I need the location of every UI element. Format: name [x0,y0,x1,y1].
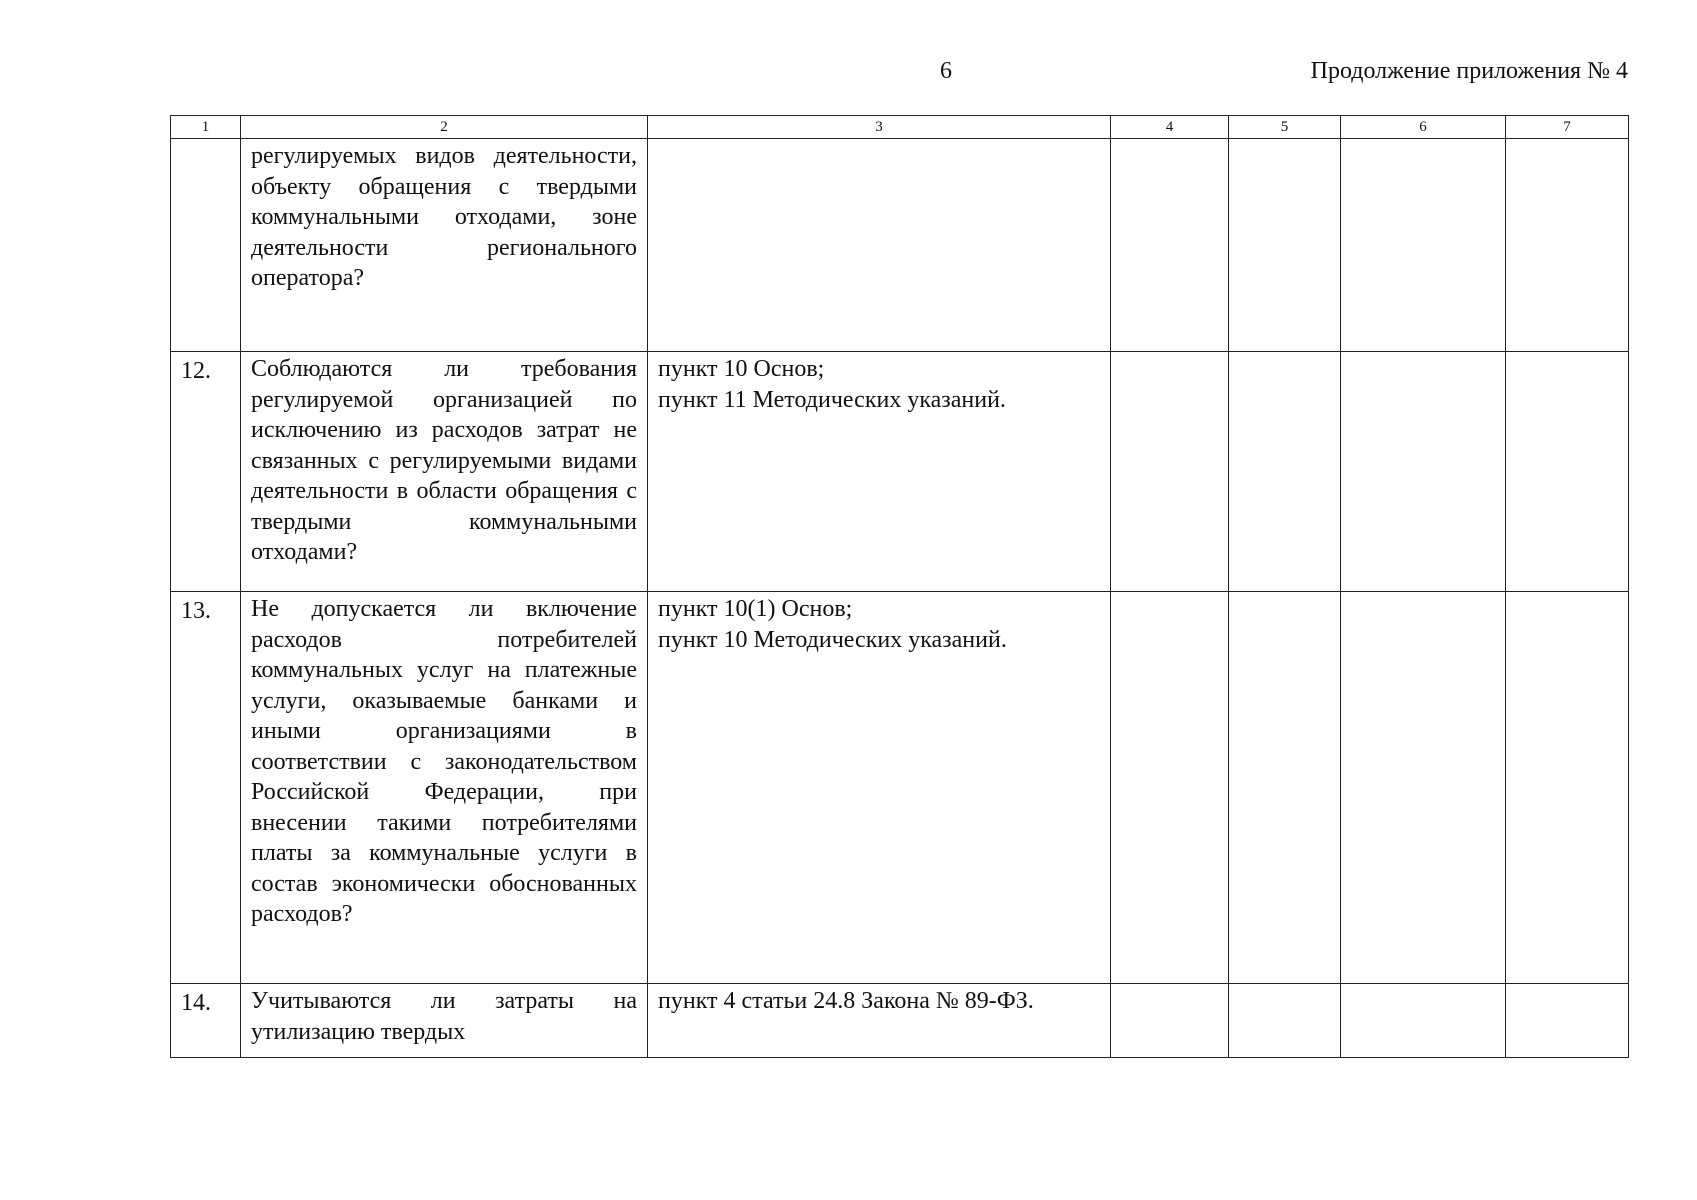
empty-cell [1341,352,1506,592]
page-number: 6 [940,58,952,84]
table-row [171,139,1629,352]
empty-cell [1229,139,1341,352]
continuation-label: Продолжение приложения № 4 [1310,58,1628,84]
empty-cell [1229,592,1341,984]
reference-line: пункт 10 Основ; [658,356,825,382]
row-number [171,139,241,352]
table-row [171,984,1629,1058]
reference-cell [648,352,1111,592]
empty-cell [1341,984,1506,1058]
empty-cell [1506,352,1629,592]
column-number-5: 5 [1229,116,1341,139]
table-row [171,592,1629,984]
reference-cell [648,139,1111,352]
reference-cell [648,592,1111,984]
empty-cell [1506,139,1629,352]
row-number: 12. [171,352,241,592]
reference-line: пункт 4 статьи 24.8 Закона № 89-ФЗ. [658,988,1034,1014]
reference-line: пункт 10 Методических указаний. [658,626,1007,653]
column-number-1: 1 [171,116,241,139]
reference-cell [648,984,1111,1058]
table-row [171,352,1629,592]
empty-cell [1506,984,1629,1058]
reference-line: пункт 11 Методических указаний. [658,386,1006,413]
row-number: 14. [171,984,241,1058]
empty-cell [1111,984,1229,1058]
empty-cell [1111,592,1229,984]
column-number-row [171,116,1629,139]
row-number: 13. [171,592,241,984]
empty-cell [1341,592,1506,984]
question-text: Соблюдаются ли требования регулируемой организацией по исключению из расходов затрат не связанных с регулируемыми видами деятельности в области обращения с твердыми коммунальными отходами? [241,352,648,592]
empty-cell [1111,352,1229,592]
reference-line: пункт 10(1) Основ; [658,596,853,622]
column-number-7: 7 [1506,116,1629,139]
empty-cell [1341,139,1506,352]
column-number-6: 6 [1341,116,1506,139]
question-text: Не допускается ли включение расходов потребителей коммунальных услуг на платежные услуги, оказываемые банками и иными организациями в соответствии с законодательством Российской Федерации, при внесении такими потребителями платы за коммунальные услуги в состав экономически обоснованных расходов? [241,592,648,984]
column-number-2: 2 [241,116,648,139]
empty-cell [1229,352,1341,592]
inspection-table [170,115,1629,1058]
empty-cell [1111,139,1229,352]
question-text: Учитываются ли затраты на утилизацию твердых [241,984,648,1058]
question-text: регулируемых видов деятельности, объекту обращения с твердыми коммунальными отходами, зоне деятельности регионального оператора? [241,139,648,352]
column-number-4: 4 [1111,116,1229,139]
empty-cell [1229,984,1341,1058]
column-number-3: 3 [648,116,1111,139]
empty-cell [1506,592,1629,984]
